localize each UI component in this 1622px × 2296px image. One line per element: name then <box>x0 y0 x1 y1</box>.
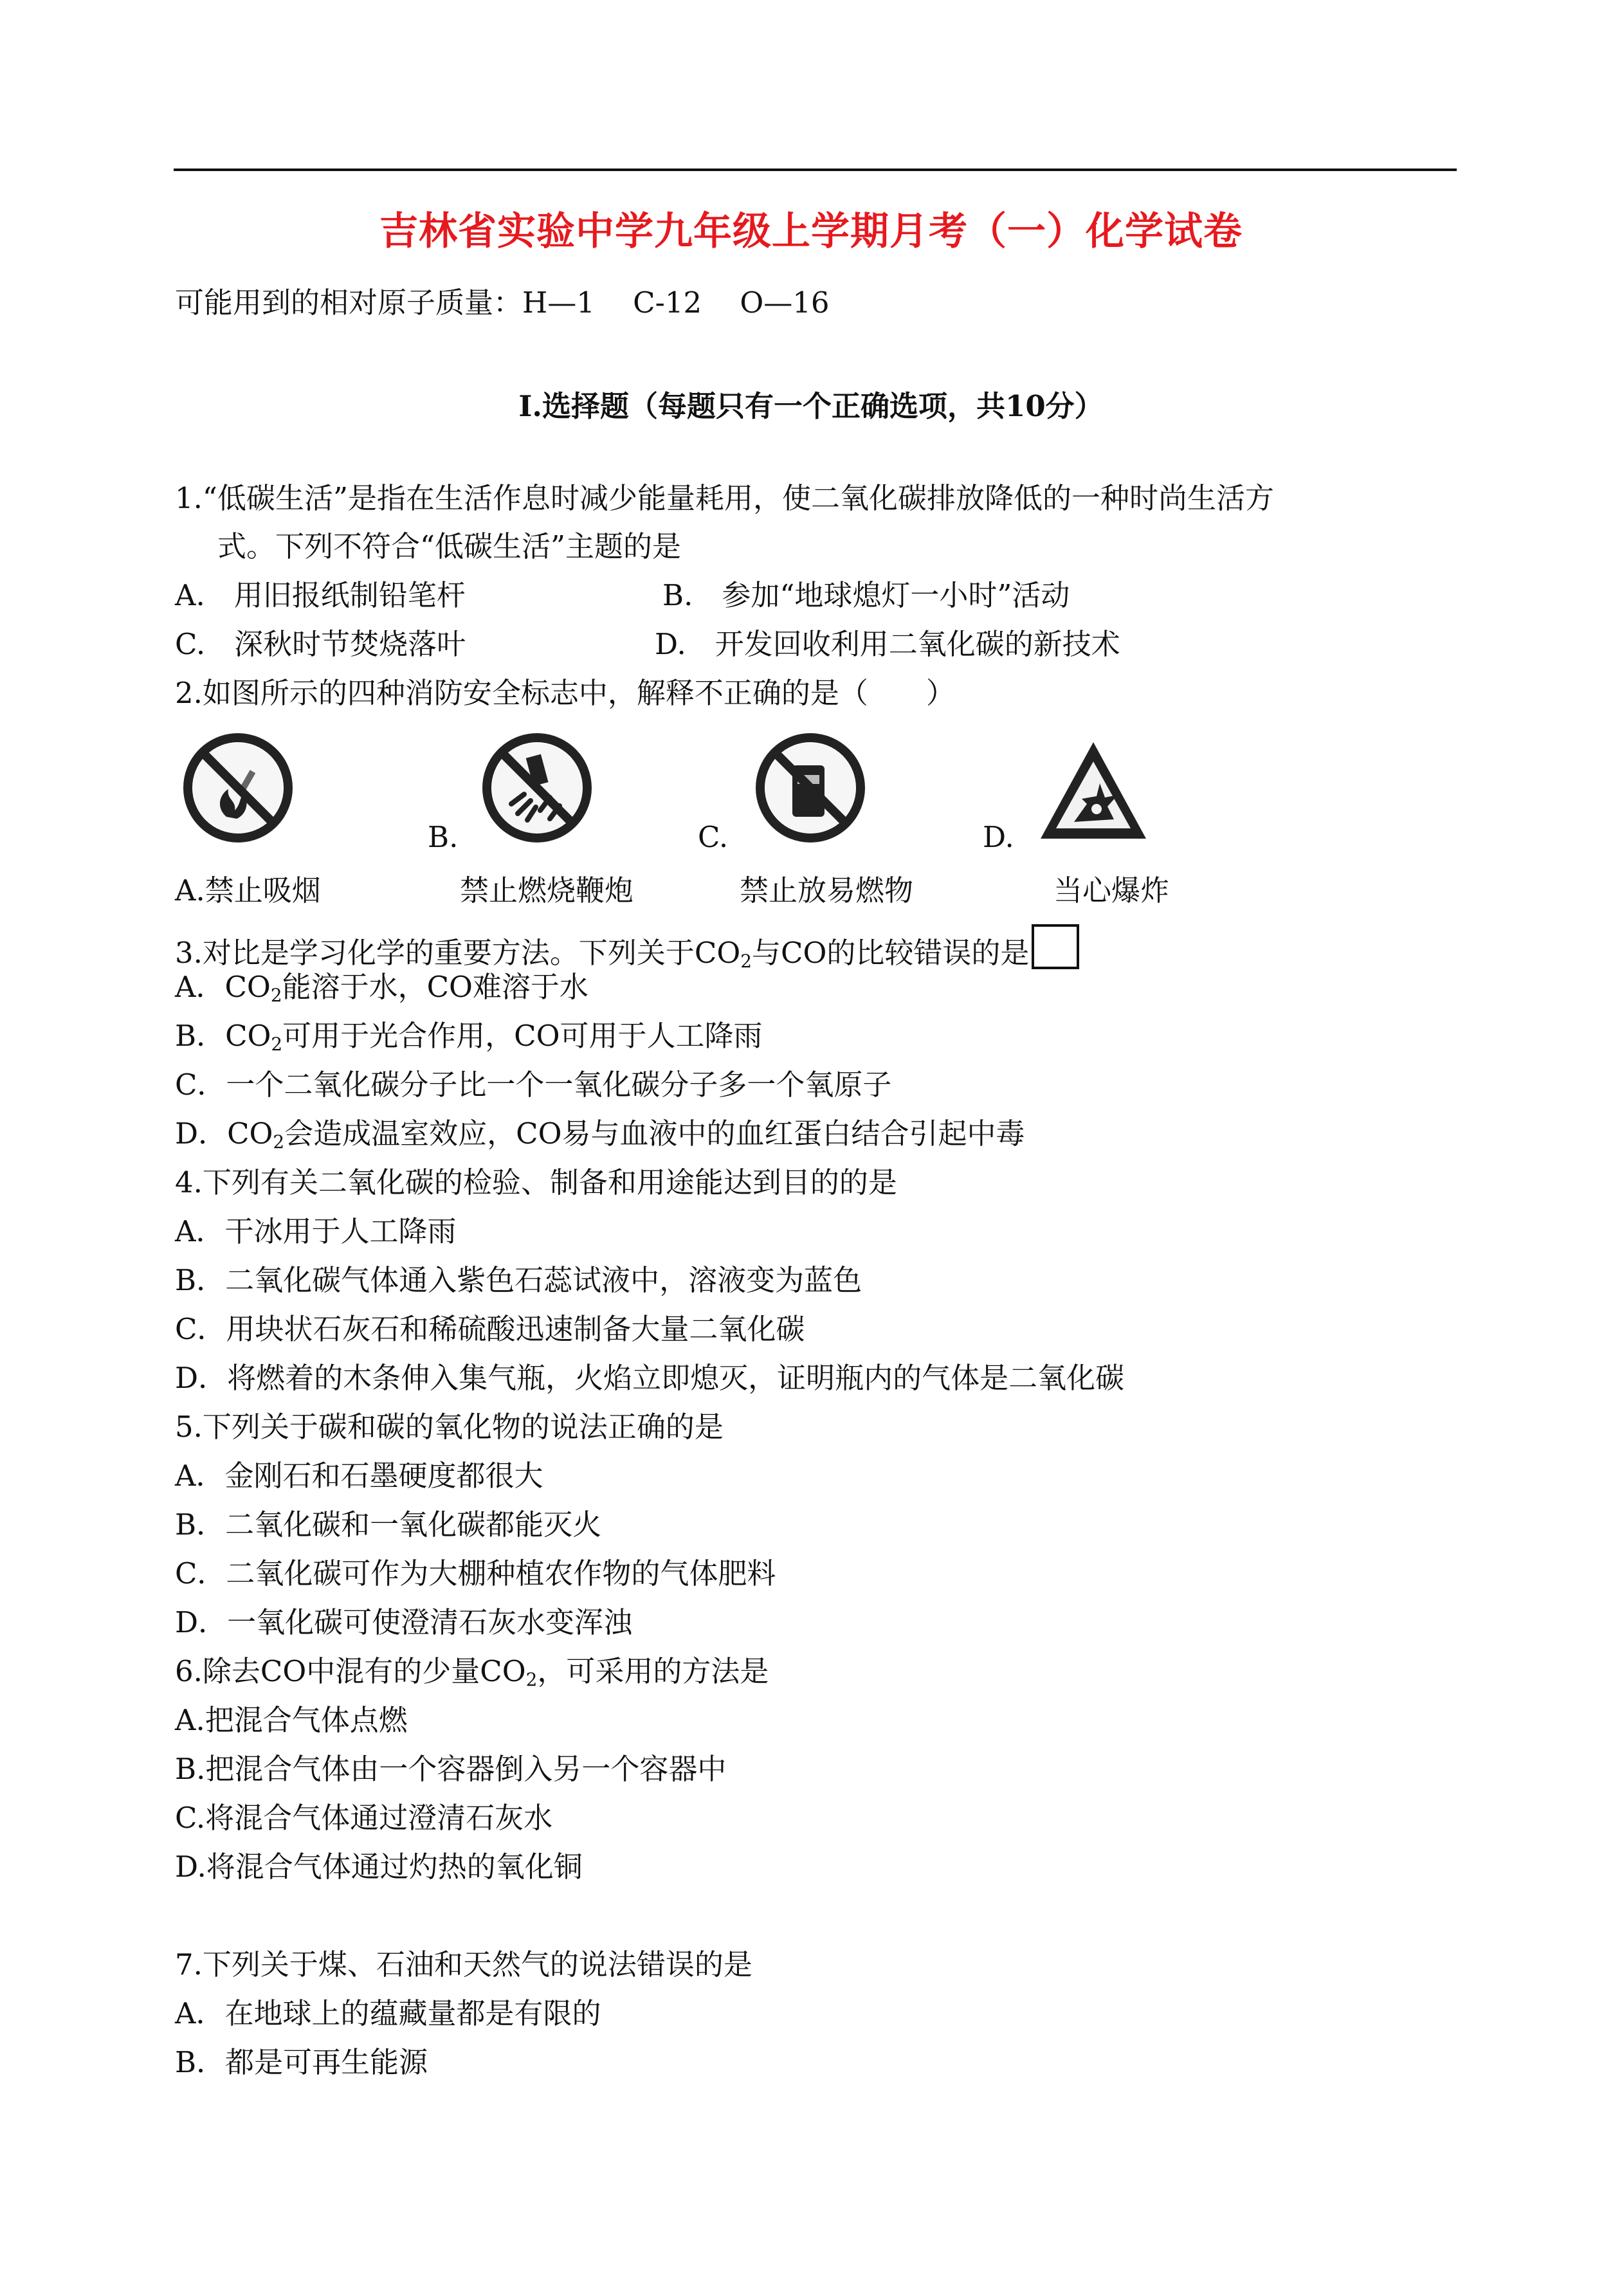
question-1-option-b: B. 参加“地球熄灯一小时”活动 <box>662 578 1070 612</box>
question-6-option-d: D.将混合气体通过灼热的氧化铜 <box>175 1850 583 1884</box>
top-rule <box>174 169 1457 171</box>
answer-box <box>1032 924 1079 969</box>
question-1-option-c: C. 深秋时节焚烧落叶 <box>175 627 466 661</box>
no-firecrackers-sign-icon <box>479 730 595 846</box>
question-6-option-c: C.将混合气体通过澄清石灰水 <box>175 1801 553 1835</box>
question-3-option-b: B．$CO_2$可用于光合作用，CO可用于人工降雨 <box>175 1019 763 1055</box>
question-5-option-b: B．二氧化碳和一氧化碳都能灭火 <box>175 1508 602 1542</box>
question-6-option-a: A.把混合气体点燃 <box>175 1703 408 1737</box>
question-2-caption-a: A.禁止吸烟 <box>175 873 321 907</box>
question-1-stem-line-1: 1.“低碳生活”是指在生活作息时减少能量耗用，使二氧化碳排放降低的一种时尚生活方 <box>175 481 1274 515</box>
question-4-option-c: C．用块状石灰石和稀硫酸迅速制备大量二氧化碳 <box>175 1312 805 1346</box>
question-5-stem: 5.下列关于碳和碳的氧化物的说法正确的是 <box>175 1410 724 1444</box>
question-4-option-d: D．将燃着的木条伸入集气瓶，火焰立即熄灭，证明瓶内的气体是二氧化碳 <box>175 1361 1125 1395</box>
question-6-option-b: B.把混合气体由一个容器倒入另一个容器中 <box>175 1752 727 1786</box>
question-4-stem: 4.下列有关二氧化碳的检验、制备和用途能达到目的的是 <box>175 1165 897 1199</box>
question-4-option-b: B．二氧化碳气体通入紫色石蕊试液中，溶液变为蓝色 <box>175 1263 862 1297</box>
image-label-c: C. <box>698 820 729 854</box>
question-1-stem-line-2: 式。下列不符合“低碳生活”主题的是 <box>217 529 682 563</box>
image-label-b: B. <box>428 820 459 854</box>
question-1-option-d: D. 开发回收利用二氧化碳的新技术 <box>655 627 1120 661</box>
question-7-stem: 7.下列关于煤、石油和天然气的说法错误的是 <box>175 1947 752 1982</box>
question-7-option-a: A．在地球上的蕴藏量都是有限的 <box>175 1996 601 2030</box>
question-3-option-c: C．一个二氧化碳分子比一个一氧化碳分子多一个氧原子 <box>175 1068 892 1102</box>
question-2-caption-d: 当心爆炸 <box>1053 873 1170 907</box>
question-3-option-d: D．$CO_2$会造成温室效应，CO易与血液中的血红蛋白结合引起中毒 <box>175 1116 1025 1153</box>
image-label-d: D. <box>983 820 1014 854</box>
question-1-option-a: A. 用旧报纸制铅笔杆 <box>175 578 466 612</box>
explosion-warning-sign-icon <box>1035 733 1151 849</box>
no-smoking-sign-icon <box>180 730 296 846</box>
section-title: I.选择题（每题只有一个正确选项，共10分） <box>518 389 1104 423</box>
question-4-option-a: A．干冰用于人工降雨 <box>175 1214 457 1248</box>
question-5-option-d: D．一氧化碳可使澄清石灰水变浑浊 <box>175 1605 633 1639</box>
question-2-caption-c: 禁止放易燃物 <box>740 873 914 907</box>
question-3-option-a: A．$CO_2$能溶于水，CO难溶于水 <box>175 970 588 1006</box>
question-6-stem: 6.除去CO中混有的少量$CO_2$，可采用的方法是 <box>175 1654 769 1690</box>
no-flammables-sign-icon <box>752 730 868 846</box>
question-7-option-b: B．都是可再生能源 <box>175 2045 428 2079</box>
question-5-option-c: C．二氧化碳可作为大棚种植农作物的气体肥料 <box>175 1556 776 1590</box>
question-2-caption-b: 禁止燃烧鞭炮 <box>460 873 634 907</box>
question-2-stem: 2.如图所示的四种消防安全标志中，解释不正确的是（ ） <box>175 676 955 710</box>
atomic-masses: 可能用到的相对原子质量：H—1 C-12 O—16 <box>175 286 830 320</box>
question-3-stem: 3.对比是学习化学的重要方法。下列关于$CO_2$与CO的比较错误的是 <box>175 924 1079 969</box>
question-5-option-a: A．金刚石和石墨硬度都很大 <box>175 1459 543 1493</box>
exam-title: 吉林省实验中学九年级上学期月考（一）化学试卷 <box>379 209 1243 254</box>
